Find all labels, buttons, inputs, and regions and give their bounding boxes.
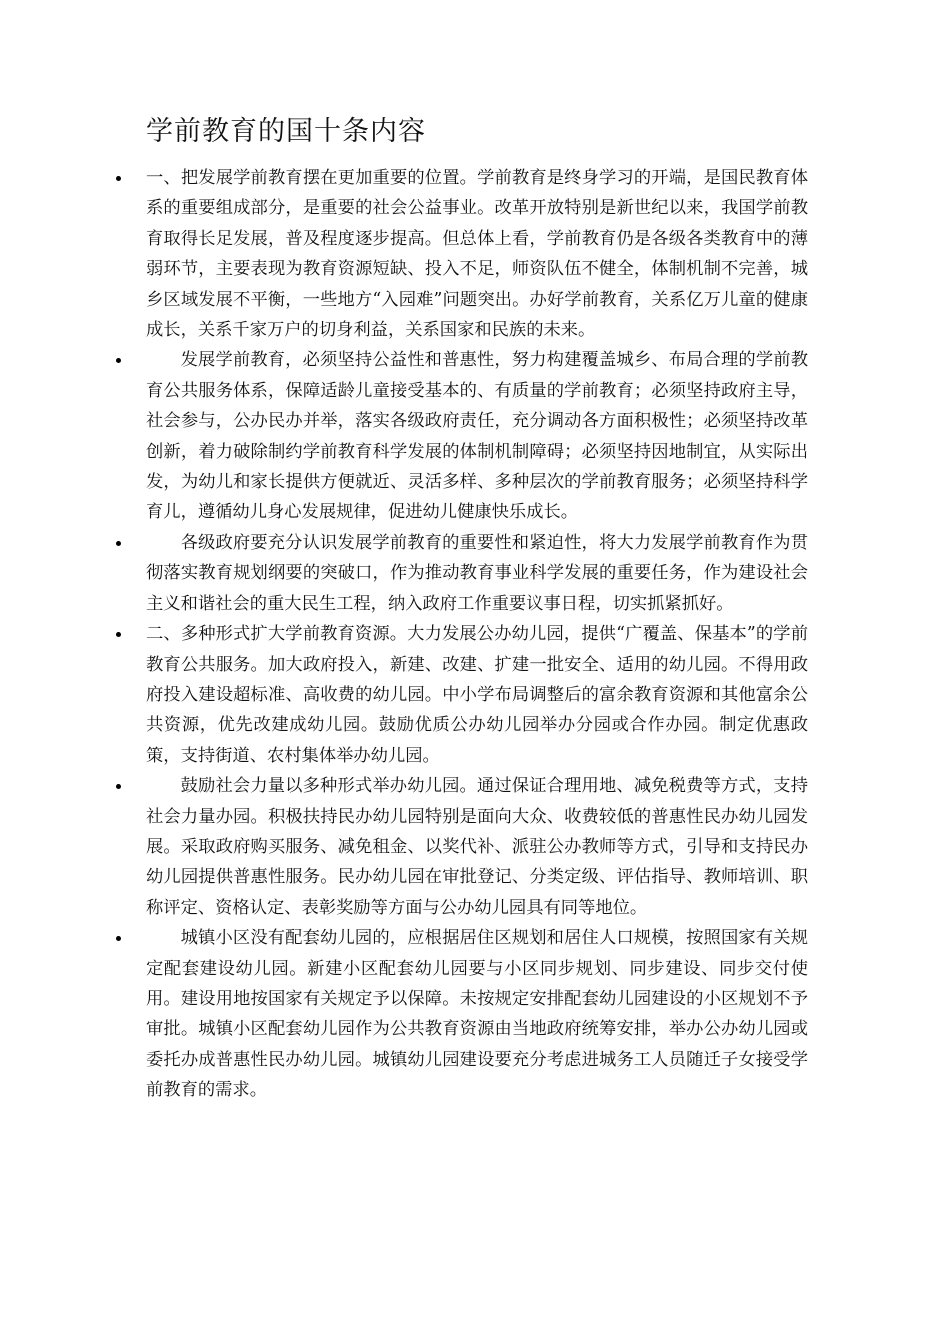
paragraph-item bbox=[146, 923, 808, 1105]
paragraph-text: 一、把发展学前教育摆在更加重要的位置。学前教育是终身学习的开端，是国民教育体系的重要组成部分，是重要的社会公益事业。改革开放特别是新世纪以来，我国学前教育取得长足发展，普及程度逐步提高。但总体上看，学前教育仍是各级各类教育中的薄弱环节，主要表现为教育资源短缺、投入不足，师资队伍不健全，体制机制不完善，城乡区域发展不平衡，一些地方“入园难”问题突出。办好学前教育，关系亿万儿童的健康成长，关系千家万户的切身利益，关系国家和民族的未来。 bbox=[146, 168, 808, 341]
bullet-icon bbox=[116, 358, 121, 363]
paragraph-item bbox=[146, 345, 808, 527]
document-title: 学前教育的国十条内容 bbox=[146, 116, 426, 147]
bullet-icon bbox=[116, 176, 121, 181]
paragraph-item bbox=[146, 528, 808, 619]
bullet-icon bbox=[116, 936, 121, 941]
paragraph-item bbox=[146, 771, 808, 923]
paragraph-item bbox=[146, 619, 808, 771]
paragraph-text: 发展学前教育，必须坚持公益性和普惠性，努力构建覆盖城乡、布局合理的学前教育公共服务体系，保障适龄儿童接受基本的、有质量的学前教育；必须坚持政府主导，社会参与，公办民办并举，落实各级政府责任，充分调动各方面积极性；必须坚持改革创新，着力破除制约学前教育科学发展的体制机制障碍；必须坚持因地制宜，从实际出发，为幼儿和家长提供方便就近、灵活多样、多种层次的学前教育服务；必须坚持科学育儿，遵循幼儿身心发展规律，促进幼儿健康快乐成长。 bbox=[146, 350, 808, 523]
paragraph-text: 城镇小区没有配套幼儿园的，应根据居住区规划和居住人口规模，按照国家有关规定配套建设幼儿园。新建小区配套幼儿园要与小区同步规划、同步建设、同步交付使用。建设用地按国家有关规定予以保障。未按规定安排配套幼儿园建设的小区规划不予审批。城镇小区配套幼儿园作为公共教育资源由当地政府统筹安排，举办公办幼儿园或委托办成普惠性民办幼儿园。城镇幼儿园建设要充分考虑进城务工人员随迁子女接受学前教育的需求。 bbox=[146, 928, 808, 1101]
bullet-icon bbox=[116, 541, 121, 546]
paragraph-text: 各级政府要充分认识发展学前教育的重要性和紧迫性，将大力发展学前教育作为贯彻落实教育规划纲要的突破口，作为推动教育事业科学发展的重要任务，作为建设社会主义和谐社会的重大民生工程，纳入政府工作重要议事日程，切实抓紧抓好。 bbox=[146, 532, 808, 614]
paragraph-text: 鼓励社会力量以多种形式举办幼儿园。通过保证合理用地、减免税费等方式，支持社会力量办园。积极扶持民办幼儿园特别是面向大众、收费较低的普惠性民办幼儿园发展。采取政府购买服务、减免租金、以奖代补、派驻公办教师等方式，引导和支持民办幼儿园提供普惠性服务。民办幼儿园在审批登记、分类定级、评估指导、教师培训、职称评定、资格认定、表彰奖励等方面与公办幼儿园具有同等地位。 bbox=[146, 776, 808, 918]
bullet-icon bbox=[116, 784, 121, 789]
paragraph-list bbox=[146, 163, 808, 1106]
bullet-icon bbox=[116, 632, 121, 637]
paragraph-text: 二、多种形式扩大学前教育资源。大力发展公办幼儿园，提供“广覆盖、保基本”的学前教育公共服务。加大政府投入，新建、改建、扩建一批安全、适用的幼儿园。不得用政府投入建设超标准、高收费的幼儿园。中小学布局调整后的富余教育资源和其他富余公共资源，优先改建成幼儿园。鼓励优质公办幼儿园举办分园或合作办园。制定优惠政策，支持街道、农村集体举办幼儿园。 bbox=[146, 624, 808, 766]
paragraph-item bbox=[146, 163, 808, 345]
